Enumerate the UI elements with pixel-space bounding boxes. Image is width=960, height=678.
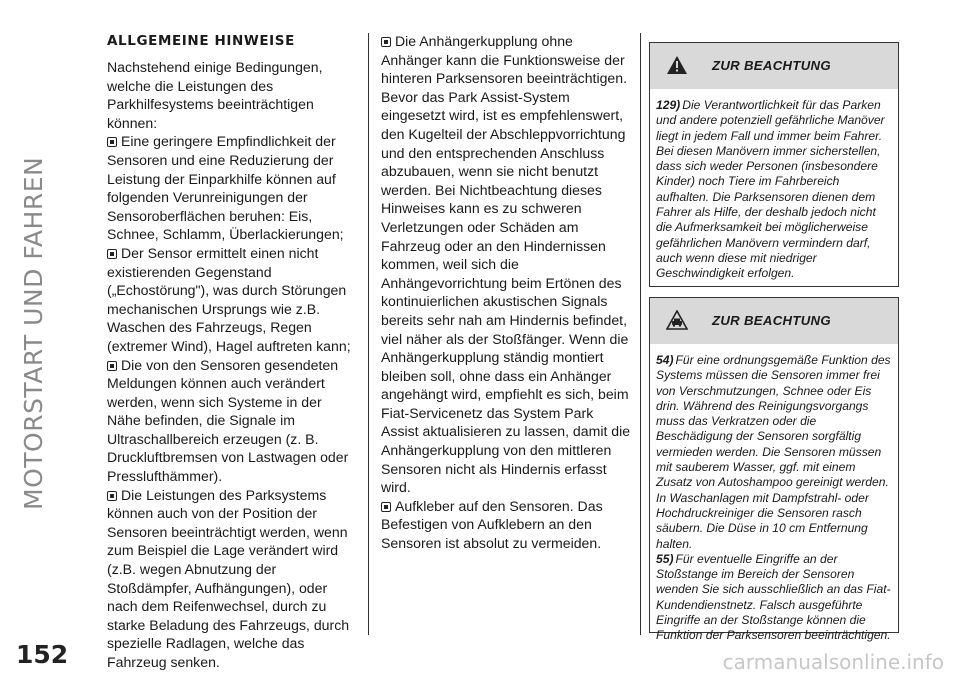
caution-box [649, 297, 899, 643]
note-text: Die Verantwortlichkeit für das Parken und andere potenziell gefährliche Manöver liegt in jedem Fall und immer beim Fahrer. Bei diesen Manövern immer sicherstellen, dass sich weder Personen (insbesondere Kinder) noch Tiere im Fahrbereich aufhalten. Die Parksensoren dienen dem Fahrer als Hilfe, der deshalb jedoch nicht die Aufmerksamkeit bei möglicherweise gefährlichen Manövern vermindern darf, auch wenn diese mit niedriger Geschwindigkeit erfolgen. [656, 98, 885, 281]
note-number: 55) [656, 551, 674, 566]
watermark: carmanualsonline.info [722, 650, 944, 674]
warning-box [649, 42, 899, 287]
column-left [107, 32, 353, 672]
note-number: 54) [656, 353, 674, 367]
bullet-square-icon [107, 361, 117, 371]
bullet-square-icon [107, 137, 117, 147]
note-number: 129) [656, 98, 681, 112]
warning-triangle-icon [666, 55, 688, 75]
list-item [107, 486, 353, 672]
column-divider [640, 33, 641, 635]
page-number: 152 [16, 640, 69, 669]
intro-paragraph: Nachstehend einige Bedingungen, welche die Leistungen des Parkhilfesystems beeinträchtigen können: [107, 59, 323, 131]
caution-box-body [650, 344, 898, 644]
list-item-text: Die Anhängerkupplung ohne Anhänger kann die Funktionsweise der hinteren Parksensoren beeinträchtigen. Bevor das Park Assist-System eingesetzt wird, ist es empfehlenswert, den Kugelteil der Abschleppvorrichtung und den entsprechenden Anschluss abzubauen, wenn sie nicht benutzt werden. Bei Nichtbeachtung dieses Hinweises kann es zu schweren Verletzungen oder Schäden am Fahrzeug oder an den Hindernissen kommen, weil sich die Anhängevorrichtung beim Ertönen des kontinuierlichen akustischen Signals bereits sehr nah am Hindernis befindet, viel näher als der Stoßfänger. Wenn die Anhängerkupplung ständig montiert bleiben soll, ohne dass ein Anhänger angehängt wird, empfiehlt es sich, beim Fiat-Servicenetz das System Park Assist aktualisieren zu lassen, damit die Anhängerkupplung von den mittleren Sensoren nicht als Hindernis erfasst wird. [381, 33, 631, 496]
section-heading: ALLGEMEINE HINWEISE [107, 33, 295, 49]
list-item [107, 356, 353, 486]
note-text: Für eventuelle Eingriffe an der Stoßstange im Bereich der Sensoren wenden Sie sich ausschließlich an das Fiat-Kundendienstnetz. Falsch ausgeführte Eingriffe an der Stoßstange können die Funktion der Parksensoren beeinträchtigen. [656, 551, 891, 643]
list-item-text: Aufkleber auf den Sensoren. Das Befestigen von Aufklebern an den Sensoren ist absolut zu vermeiden. [381, 497, 603, 552]
caution-box-header [650, 298, 898, 344]
bullet-square-icon [381, 37, 391, 47]
column-divider [368, 33, 369, 635]
bullet-square-icon [107, 249, 117, 259]
warning-box-header [650, 43, 898, 89]
note-item [656, 353, 894, 552]
list-item-text: Die Leistungen des Parksystems können auch von der Position der Sensoren beeinträchtigt werden, wenn zum Beispiel die Lage verändert wird (z.B. wegen Abnutzung der Stoßdämpfer, Aufhängungen), oder nach dem Reifenwechsel, durch zu starke Beladung des Fahrzeugs, durch spezielle Radlagen, welche das Fahrzeug senken. [107, 486, 350, 670]
note-item [656, 552, 894, 644]
car-caution-icon [666, 310, 688, 330]
note-item [656, 98, 894, 282]
list-item-text: Der Sensor ermittelt einen nicht existierenden Gegenstand („Echostörung"), was durch Störungen mechanischen Ursprungs wie z.B. Waschen des Fahrzeugs, Regen (extremer Wind), Hagel auftreten kann; [107, 244, 351, 354]
list-item-text: Die von den Sensoren gesendeten Meldungen können auch verändert werden, wenn sich Systeme in der Nähe befinden, die Signale im Ultraschallbereich erzeugen (z. B. Druckluftbremsen von Lastwagen oder Presslufthämmer). [107, 356, 349, 485]
list-item [107, 244, 353, 356]
list-item [107, 132, 353, 244]
bullet-square-icon [381, 502, 391, 512]
list-item [381, 497, 631, 553]
list-item-text: Eine geringere Empfindlichkeit der Sensoren und eine Reduzierung der Leistung der Einparkhilfe können auf folgenden Verunreinigungen der Sensoroberflächen beruhen: Eis, Schnee, Schlamm, Überlackierungen; [107, 133, 344, 243]
list-item [381, 32, 631, 497]
note-text: Für eine ordnungsgemäße Funktion des Systems müssen die Sensoren immer frei von Verschmutzungen, Schnee oder Eis drin. Während des Reinigungsvorgangs muss das Verkratzen oder die Beschädigung der Sensoren sorgfältig vermieden werden. Die Sensoren müssen mit sauberem Wasser, ggf. mit einem Zusatz von Autoshampoo gereinigt werden. In Waschanlagen mit Dampfstrahl- oder Hochdruckreiniger die Sensoren rasch säubern. Die Düse in 10 cm Entfernung halten. [656, 353, 891, 551]
warning-box-title: ZUR BEACHTUNG [712, 58, 831, 73]
column-middle [381, 32, 631, 553]
section-sidebar-title: MOTORSTART UND FAHREN [19, 156, 48, 510]
warning-box-body [650, 89, 898, 282]
bullet-square-icon [107, 491, 117, 501]
caution-box-title: ZUR BEACHTUNG [712, 313, 831, 328]
